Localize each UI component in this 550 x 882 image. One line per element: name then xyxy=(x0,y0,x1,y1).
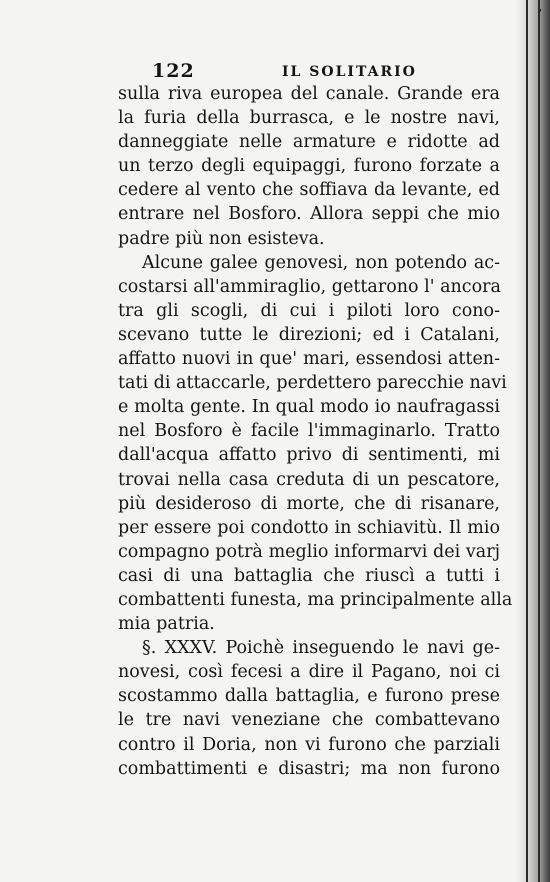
text-line: la furia della burrasca, e le nostre navi, xyxy=(118,108,500,129)
page-number: 122 xyxy=(152,60,195,82)
text-line: combattimenti e disastri; ma non furono xyxy=(118,758,500,779)
running-head: IL SOLITARIO xyxy=(282,64,417,80)
text-line: scevano tutte le direzioni; ed i Catalani, xyxy=(118,324,500,345)
text-line: §. XXXV. Poichè inseguendo le navi ge- xyxy=(142,638,500,659)
text-line: contro il Doria, non vi furono che parziali xyxy=(118,734,500,755)
text-line: combattenti funesta, ma principalmente alla xyxy=(118,589,513,610)
text-line: più desideroso di morte, che di risanare, xyxy=(118,493,500,514)
gutter-line xyxy=(526,0,528,882)
text-line: compagno potrà meglio informarvi dei varj xyxy=(118,541,500,562)
text-line: e molta gente. In qual modo io naufragassi xyxy=(118,397,500,418)
text-line: tati di attaccarle, perdettero parecchie navi xyxy=(118,373,507,394)
text-line: sulla riva europea del canale. Grande era xyxy=(118,84,500,104)
gutter-line xyxy=(538,0,540,882)
text-line: affatto nuovi in que' mari, essendosi atten- xyxy=(118,349,500,370)
text-line: tra gli scogli, di cui i piloti loro cono- xyxy=(118,300,500,321)
text-line: per essere poi condotto in schiavitù. Il mio xyxy=(118,517,500,538)
body-text xyxy=(118,82,513,781)
text-line: danneggiate nelle armature e ridotte ad xyxy=(118,132,500,153)
text-line: nel Bosforo è facile l'immaginarlo. Tratto xyxy=(118,421,500,442)
text-line: un terzo degli equipaggi, furono forzate a xyxy=(118,156,500,177)
text-line: novesi, così fecesi a dire il Pagano, noi ci xyxy=(118,662,500,683)
text-line: entrare nel Bosforo. Allora seppi che mio xyxy=(118,204,500,225)
text-line: scostammo dalla battaglia, e furono prese xyxy=(118,686,500,707)
text-line: padre più non esisteva. xyxy=(118,228,325,249)
text-line: cedere al vento che soffiava da levante, ed xyxy=(118,180,500,201)
corner-mark: ʼ xyxy=(536,6,542,27)
text-line: Alcune galee genovesi, non potendo ac- xyxy=(142,252,500,273)
page-header xyxy=(152,60,492,82)
text-line: trovai nella casa creduta di un pescatore, xyxy=(118,469,500,490)
text-line: casi di una battaglia che riuscì a tutti i xyxy=(118,565,500,586)
text-line: costarsi all'ammiraglio, gettarono l' ancora xyxy=(118,276,501,297)
text-line: mia patria. xyxy=(118,614,215,635)
text-line: dall'acqua affatto privo di sentimenti, mi xyxy=(118,445,500,466)
page-gutter-shadow xyxy=(516,0,550,882)
text-line: le tre navi veneziane che combattevano xyxy=(118,710,500,731)
